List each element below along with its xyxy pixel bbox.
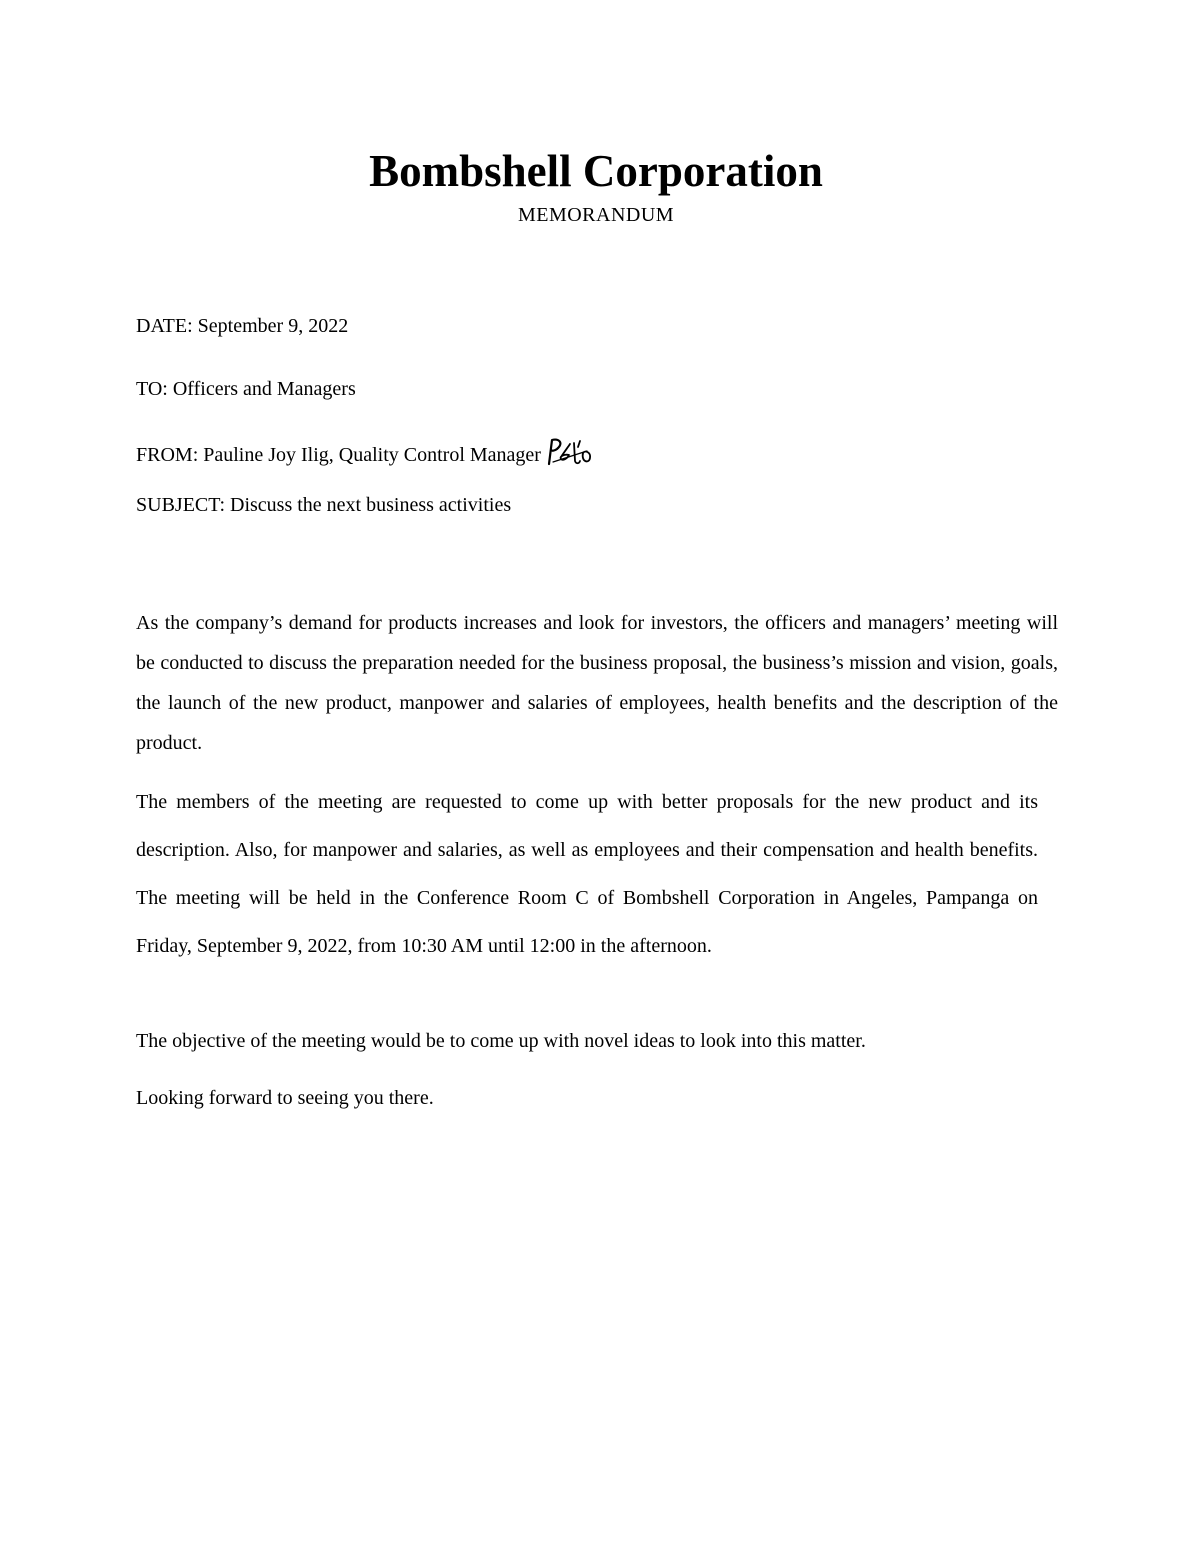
closing-line: Looking forward to seeing you there. bbox=[136, 1087, 434, 1109]
body-paragraph-3: The objective of the meeting would be to come up with novel ideas to look into this matter. bbox=[136, 1030, 866, 1052]
memo-from-line bbox=[136, 437, 593, 474]
memo-subject: SUBJECT: Discuss the next business activities bbox=[136, 494, 512, 516]
signature-icon bbox=[545, 437, 593, 474]
body-paragraph-2: The members of the meeting are requested to come up with better proposals for the new product and its description. Also, for manpower and salaries, as well as employees and their compensation and health benefits. The meeting will be held in the Conference Room C of Bombshell Corporation in Angeles, Pampanga on Friday, September 9, 2022, from 10:30 AM until 12:00 in the afternoon. bbox=[136, 791, 1038, 957]
company-title: Bombshell Corporation bbox=[369, 146, 823, 196]
memo-to: TO: Officers and Managers bbox=[136, 378, 356, 400]
memo-date: DATE: September 9, 2022 bbox=[136, 315, 349, 337]
memo-label: MEMORANDUM bbox=[517, 204, 675, 226]
body-paragraph-1: As the company’s demand for products increases and look for investors, the officers and managers’ meeting will be conducted to discuss the preparation needed for the business proposal, the business’s mission and vision, goals, the launch of the new product, manpower and salaries of employees, health benefits and the description of the product. bbox=[136, 612, 1058, 754]
memo-from: FROM: Pauline Joy Ilig, Quality Control Manager bbox=[136, 444, 541, 466]
